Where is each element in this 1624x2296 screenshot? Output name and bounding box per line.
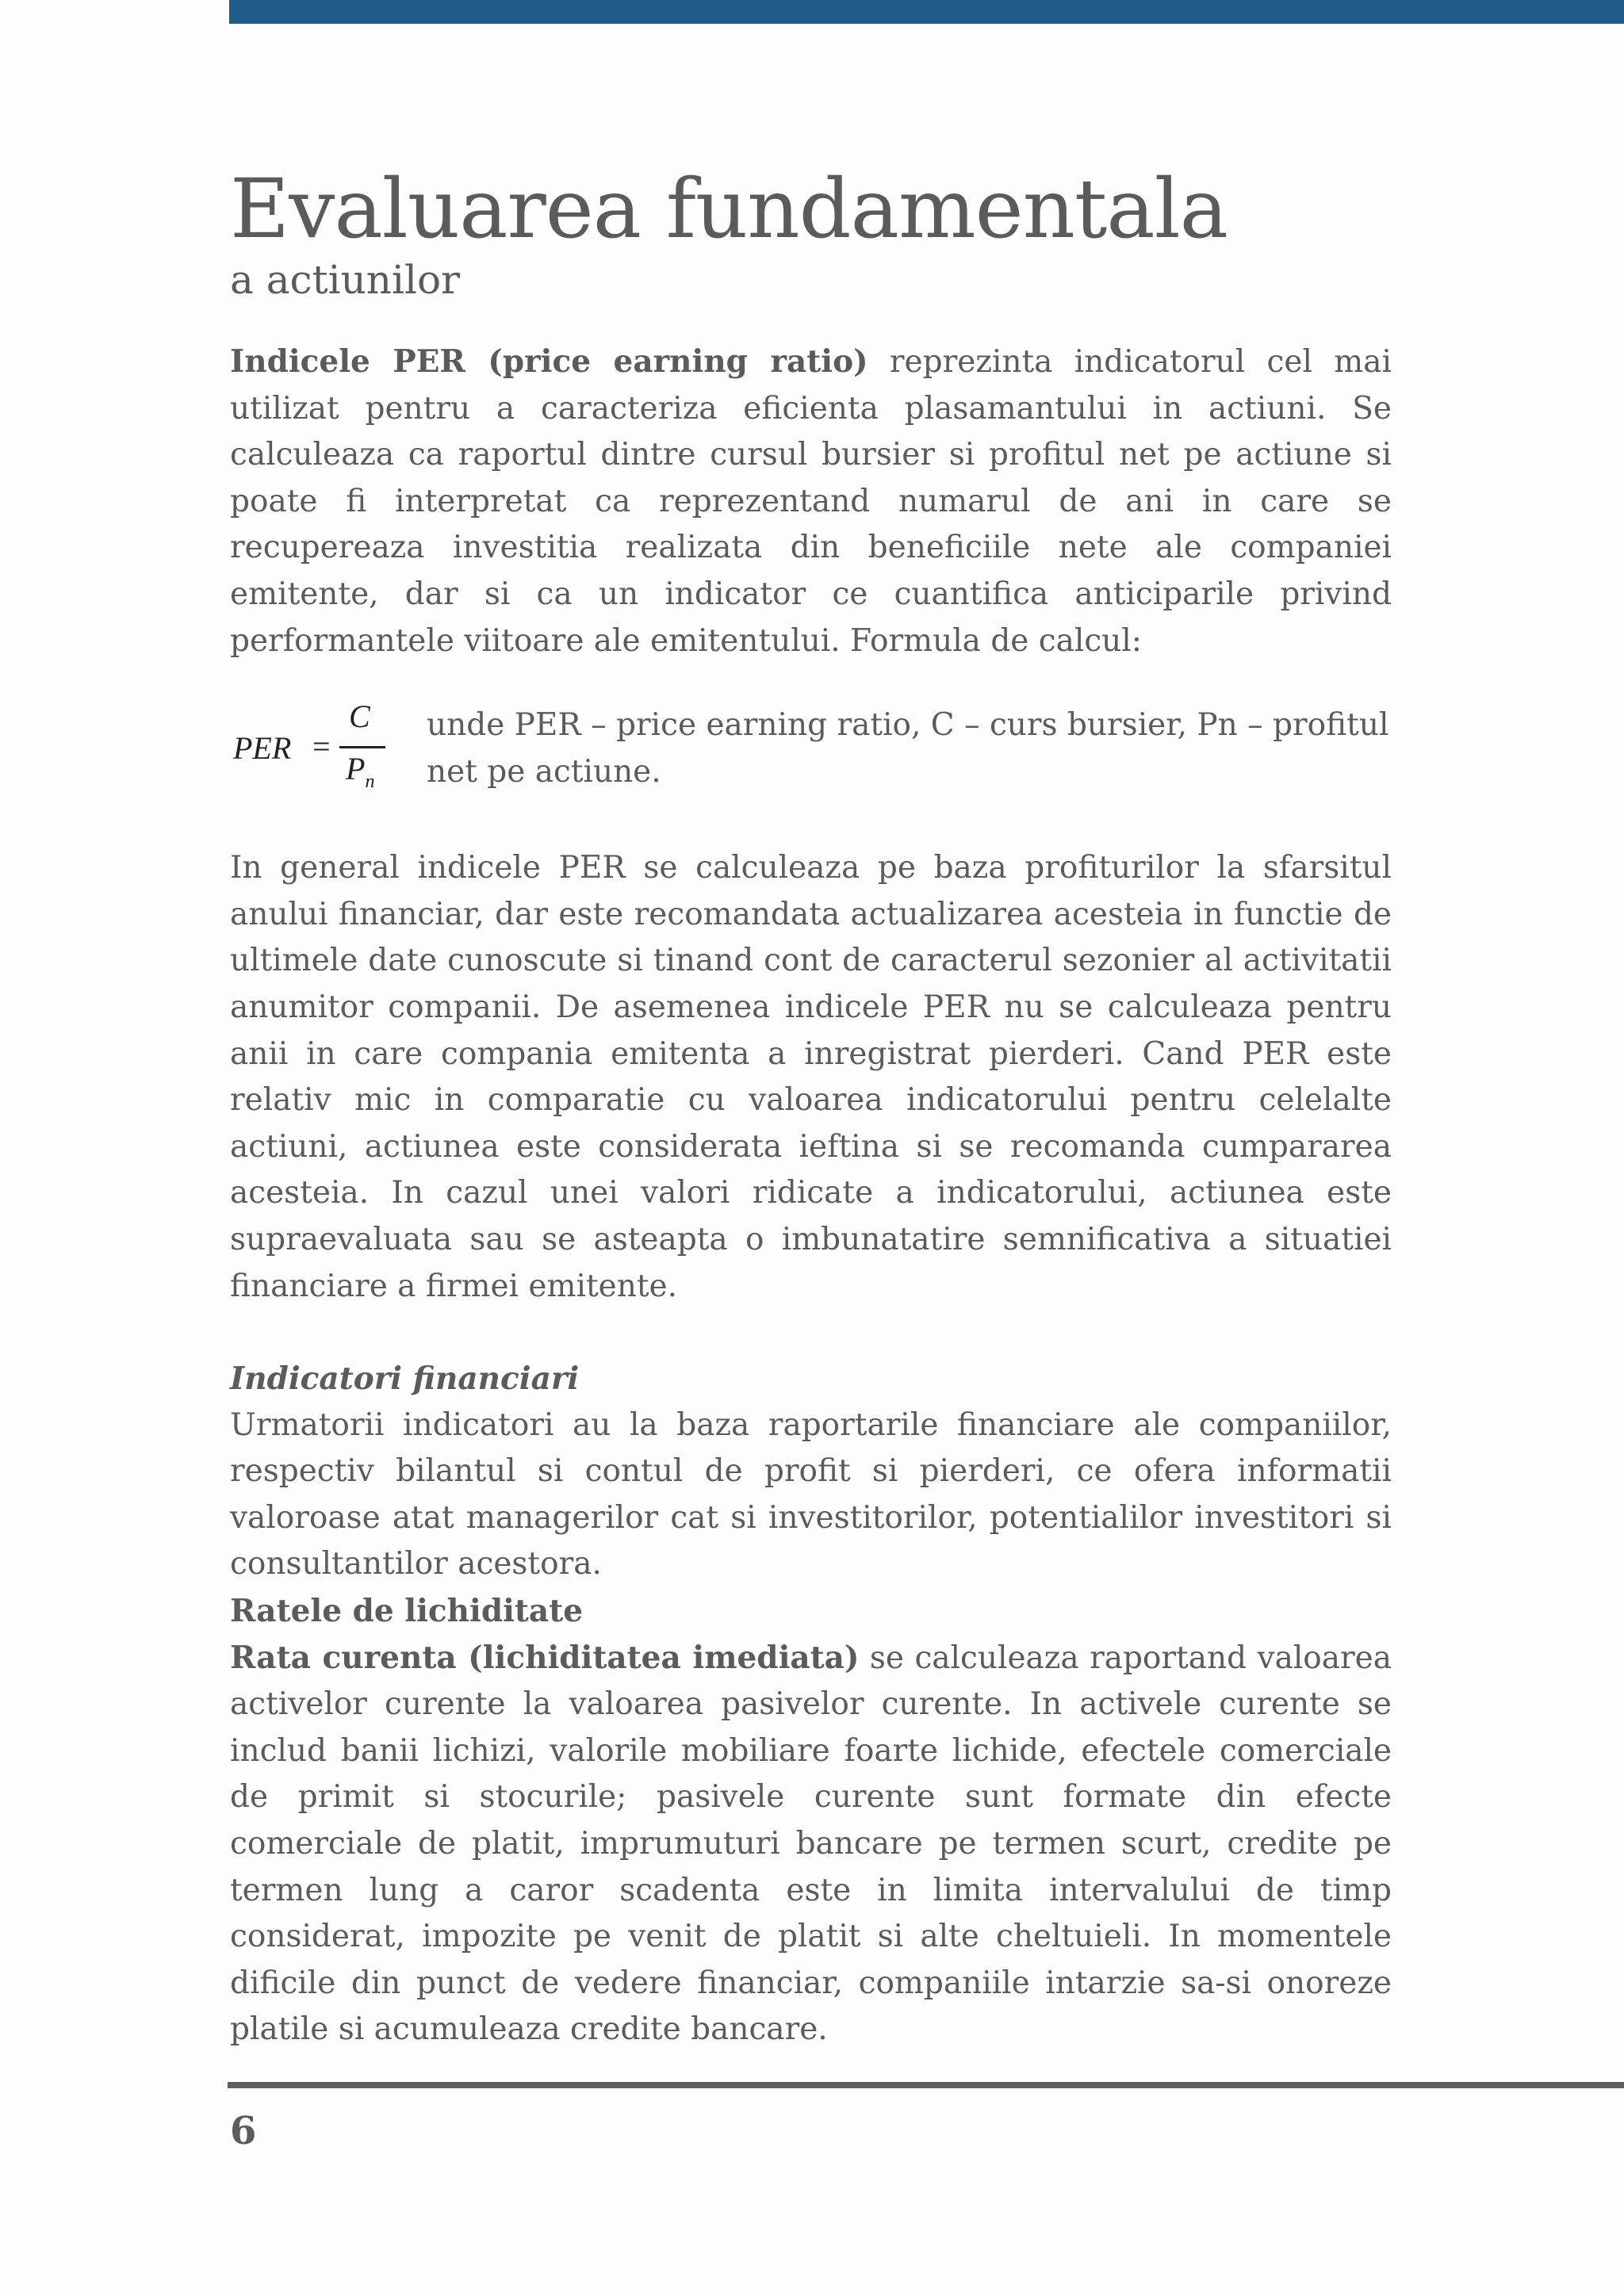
rata-curenta-paragraph <box>230 1635 1392 2053</box>
footer-rule <box>228 2082 1624 2088</box>
fraction-bar <box>339 746 385 748</box>
per-term: Indicele PER (price earning ratio) <box>230 343 868 380</box>
formula-numerator: C <box>349 698 370 735</box>
page-title: Evaluarea fundamentala <box>230 162 1228 257</box>
rata-curenta-term: Rata curenta (lichiditatea imediata) <box>230 1639 860 1676</box>
formula-explanation: unde PER – price earning ratio, C – curs bursier, Pn – profitul net pe actiune. <box>427 707 1389 790</box>
formula-denominator-subscript: n <box>365 771 375 793</box>
formula-denominator-base: P <box>346 751 366 787</box>
page-subtitle: a actiunilor <box>230 257 460 303</box>
rata-curenta-text: se calculeaza raportand valoarea activelor curente la valoarea pasivelor curente. In activele curente se includ banii lichizi, valorile mobiliare foarte lichide, efectele comerciale de primit si stocurile; pasivele curente sunt formate din efecte comerciale de platit, imprumuturi bancare pe termen scurt, credite pe termen lung a caror scadenta este in limita intervalului de timp considerat, impozite pe venit de platit si alte cheltuieli. In momentele dificile din punct de vedere financiar, companiile intarzie sa-si onoreze platile si acumuleaza credite bancare. <box>230 1640 1392 2048</box>
page-content <box>230 163 1392 2053</box>
formula-equals: = <box>312 729 331 765</box>
formula-lhs: PER <box>233 730 292 767</box>
per-intro-text: reprezinta indicatorul cel mai utilizat pentru a caracteriza eficienta plasamantului in actiuni. Se calculeaza ca raportul dintre cursul bursier si profitul net pe actiune si poate fi interpretat ca reprezentand numarul de ani in care se recupereaza investitia realizata din beneficiile nete ale companiei emitente, dar si ca un indicator ce cuantifica anticiparile privind performantele viitoare ale emitentului. Formula de calcul: <box>230 344 1392 659</box>
indicatori-paragraph: Urmatorii indicatori au la baza raportarile financiare ale companiilor, respectiv bilantul si contul de profit si pierderi, ce ofera informatii valoroase atat managerilor cat si investitorilor, potentialilor investitori si consultantilor acestora. <box>230 1406 1392 1582</box>
section-heading-indicatori: Indicatori financiari <box>230 1360 580 1398</box>
formula-denominator <box>346 750 375 793</box>
section-heading-lichiditate: Ratele de lichiditate <box>230 1593 584 1630</box>
formula-block <box>230 698 1392 799</box>
per-general-paragraph: In general indicele PER se calculeaza pe baza profiturilor la sfarsitul anului financiar, dar este recomandata actualizarea acesteia in functie de ultimele date cunoscute si tinand cont de caracterul sezonier al activitatii anumitor companii. De asemenea indicele PER nu se calculeaza pentru anii in care compania emitenta a inregistrat pierderi. Cand PER este relativ mic in comparatie cu valoarea indicatorului pentru celelalte actiuni, actiunea este considerata ieftina si se recomanda cumpararea acesteia. In cazul unei valori ridicate a indicatorului, actiunea este supraevaluata sau se asteapta o imbunatatire semnificativa a situatiei financiare a firmei emitente. <box>230 850 1392 1304</box>
per-intro-paragraph <box>230 339 1392 664</box>
per-formula <box>230 698 427 799</box>
page-number: 6 <box>230 2109 257 2153</box>
header-accent-bar <box>229 0 1624 24</box>
